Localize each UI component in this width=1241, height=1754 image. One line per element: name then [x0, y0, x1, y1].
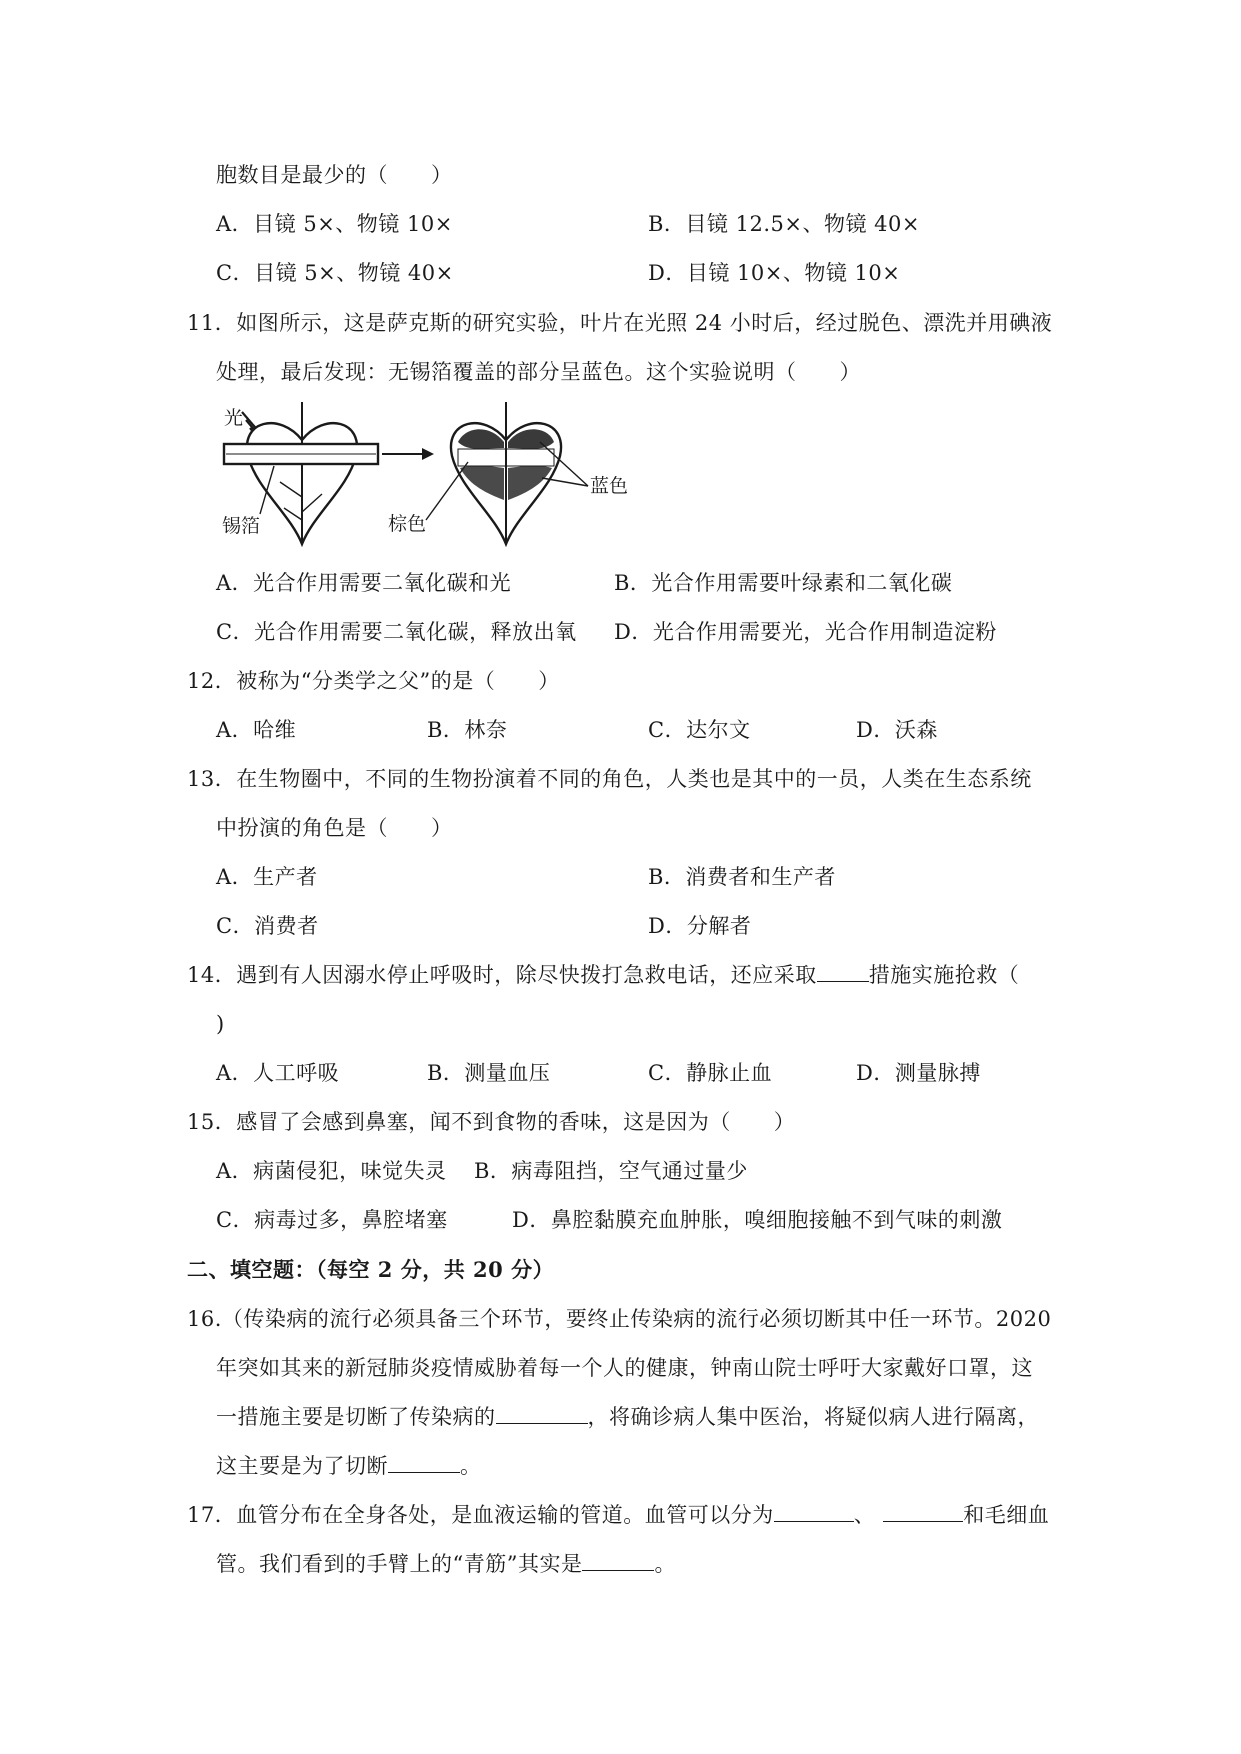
q12-option-b[interactable]: B．林奈: [427, 718, 508, 742]
q15-option-a[interactable]: A．病菌侵犯，味觉失灵: [216, 1159, 447, 1183]
q16-line1: 16.（传染病的流行必须具备三个环节，要终止传染病的流行必须切断其中任一环节。2020: [187, 1307, 1052, 1331]
q15-option-d[interactable]: D．鼻腔黏膜充血肿胀，嗅细胞接触不到气味的刺激: [512, 1208, 1003, 1232]
q17-answer-blank-2[interactable]: [883, 1501, 963, 1522]
q15-option-c[interactable]: C．病毒过多，鼻腔堵塞: [216, 1208, 448, 1232]
figure-label-light: 光: [224, 407, 244, 429]
q16-line3-text-b: ，将确诊病人集中医治，将疑似病人进行隔离，: [587, 1405, 1039, 1429]
q15-stem: 15．感冒了会感到鼻塞，闻不到食物的香味，这是因为（ ）: [187, 1110, 796, 1134]
figure-label-brown: 棕色: [388, 513, 427, 535]
q16-answer-blank-2[interactable]: [388, 1452, 460, 1473]
q14-option-d[interactable]: D．测量脉搏: [856, 1061, 981, 1085]
q11-option-c[interactable]: C．光合作用需要二氧化碳，释放出氧: [216, 620, 577, 644]
q17-answer-blank-1[interactable]: [774, 1501, 854, 1522]
q14-stem-line1: [187, 961, 1019, 989]
q17-line1-sep: 、: [853, 1503, 876, 1527]
q16-answer-blank-1[interactable]: [496, 1403, 588, 1424]
q17-line2-text-b: 。: [654, 1552, 676, 1576]
q11-stem-line1: 11．如图所示，这是萨克斯的研究实验，叶片在光照 24 小时后，经过脱色、漂洗并用碘液: [187, 311, 1053, 335]
q10-option-c[interactable]: C．目镜 5×、物镜 40×: [216, 261, 454, 285]
q13-option-a[interactable]: A．生产者: [216, 865, 318, 889]
q13-option-c[interactable]: C．消费者: [216, 914, 319, 938]
q14-option-a[interactable]: A．人工呼吸: [216, 1061, 340, 1085]
leaf-experiment-figure: [222, 402, 642, 547]
q13-option-b[interactable]: B．消费者和生产者: [648, 865, 836, 889]
q17-line2-text-a: 管。我们看到的手臂上的“青筋”其实是: [216, 1552, 583, 1576]
q13-stem-line2: 中扮演的角色是（ ）: [216, 816, 453, 840]
q17-line1-text-b: 和毛细血: [963, 1503, 1050, 1527]
q11-option-d[interactable]: D．光合作用需要光，光合作用制造淀粉: [614, 620, 997, 644]
q17-line2: [216, 1550, 676, 1578]
q14-option-b[interactable]: B．测量血压: [427, 1061, 551, 1085]
q12-option-a[interactable]: A．哈维: [216, 718, 297, 742]
q12-option-d[interactable]: D．沃森: [856, 718, 938, 742]
q11-option-a[interactable]: A．光合作用需要二氧化碳和光: [216, 571, 512, 595]
q17-line1: [187, 1501, 1049, 1529]
q17-answer-blank-3[interactable]: [582, 1550, 654, 1571]
q14-answer-blank[interactable]: [817, 961, 869, 982]
q14-stem-line2: ): [216, 1012, 225, 1036]
section-2-heading: 二、填空题：（每空 2 分，共 20 分）: [187, 1257, 555, 1282]
q16-line2: 年突如其来的新冠肺炎疫情威胁着每一个人的健康，钟南山院士呼吁大家戴好口罩，这: [216, 1356, 1033, 1380]
q16-line3-text-a: 一措施主要是切断了传染病的: [216, 1405, 496, 1429]
q11-option-b[interactable]: B．光合作用需要叶绿素和二氧化碳: [614, 571, 953, 595]
q14-stem-text-a: 14．遇到有人因溺水停止呼吸时，除尽快拨打急救电话，还应采取: [187, 963, 817, 987]
q12-option-c[interactable]: C．达尔文: [648, 718, 751, 742]
q14-option-c[interactable]: C．静脉止血: [648, 1061, 773, 1085]
q10-option-d[interactable]: D．目镜 10×、物镜 10×: [648, 261, 901, 285]
q16-line4-text-b: 。: [460, 1454, 482, 1478]
q10-option-b[interactable]: B．目镜 12.5×、物镜 40×: [648, 212, 920, 236]
q14-stem-text-b: 措施实施抢救（: [868, 963, 1020, 987]
q15-option-b[interactable]: B．病毒阻挡，空气通过量少: [474, 1159, 748, 1183]
figure-label-foil: 锡箔: [222, 515, 261, 537]
q10-stem-continuation: 胞数目是最少的（ ）: [216, 163, 453, 187]
q17-line1-text-a: 17．血管分布在全身各处，是血液运输的管道。血管可以分为: [187, 1503, 774, 1527]
arrow-right-icon: [382, 448, 434, 460]
q13-option-d[interactable]: D．分解者: [648, 914, 752, 938]
right-leaf-icon: [451, 402, 561, 544]
q12-stem: 12．被称为“分类学之父”的是（ ）: [187, 669, 560, 693]
figure-label-blue: 蓝色: [590, 475, 629, 497]
q16-line4: [216, 1452, 482, 1480]
q16-line3: [216, 1403, 1039, 1431]
q10-option-a[interactable]: A．目镜 5×、物镜 10×: [216, 212, 453, 236]
q16-line4-text-a: 这主要是为了切断: [216, 1454, 388, 1478]
q13-stem-line1: 13．在生物圈中，不同的生物扮演着不同的角色，人类也是其中的一员，人类在生态系统: [187, 767, 1032, 791]
q11-stem-line2: 处理，最后发现：无锡箔覆盖的部分呈蓝色。这个实验说明（ ）: [216, 360, 861, 384]
